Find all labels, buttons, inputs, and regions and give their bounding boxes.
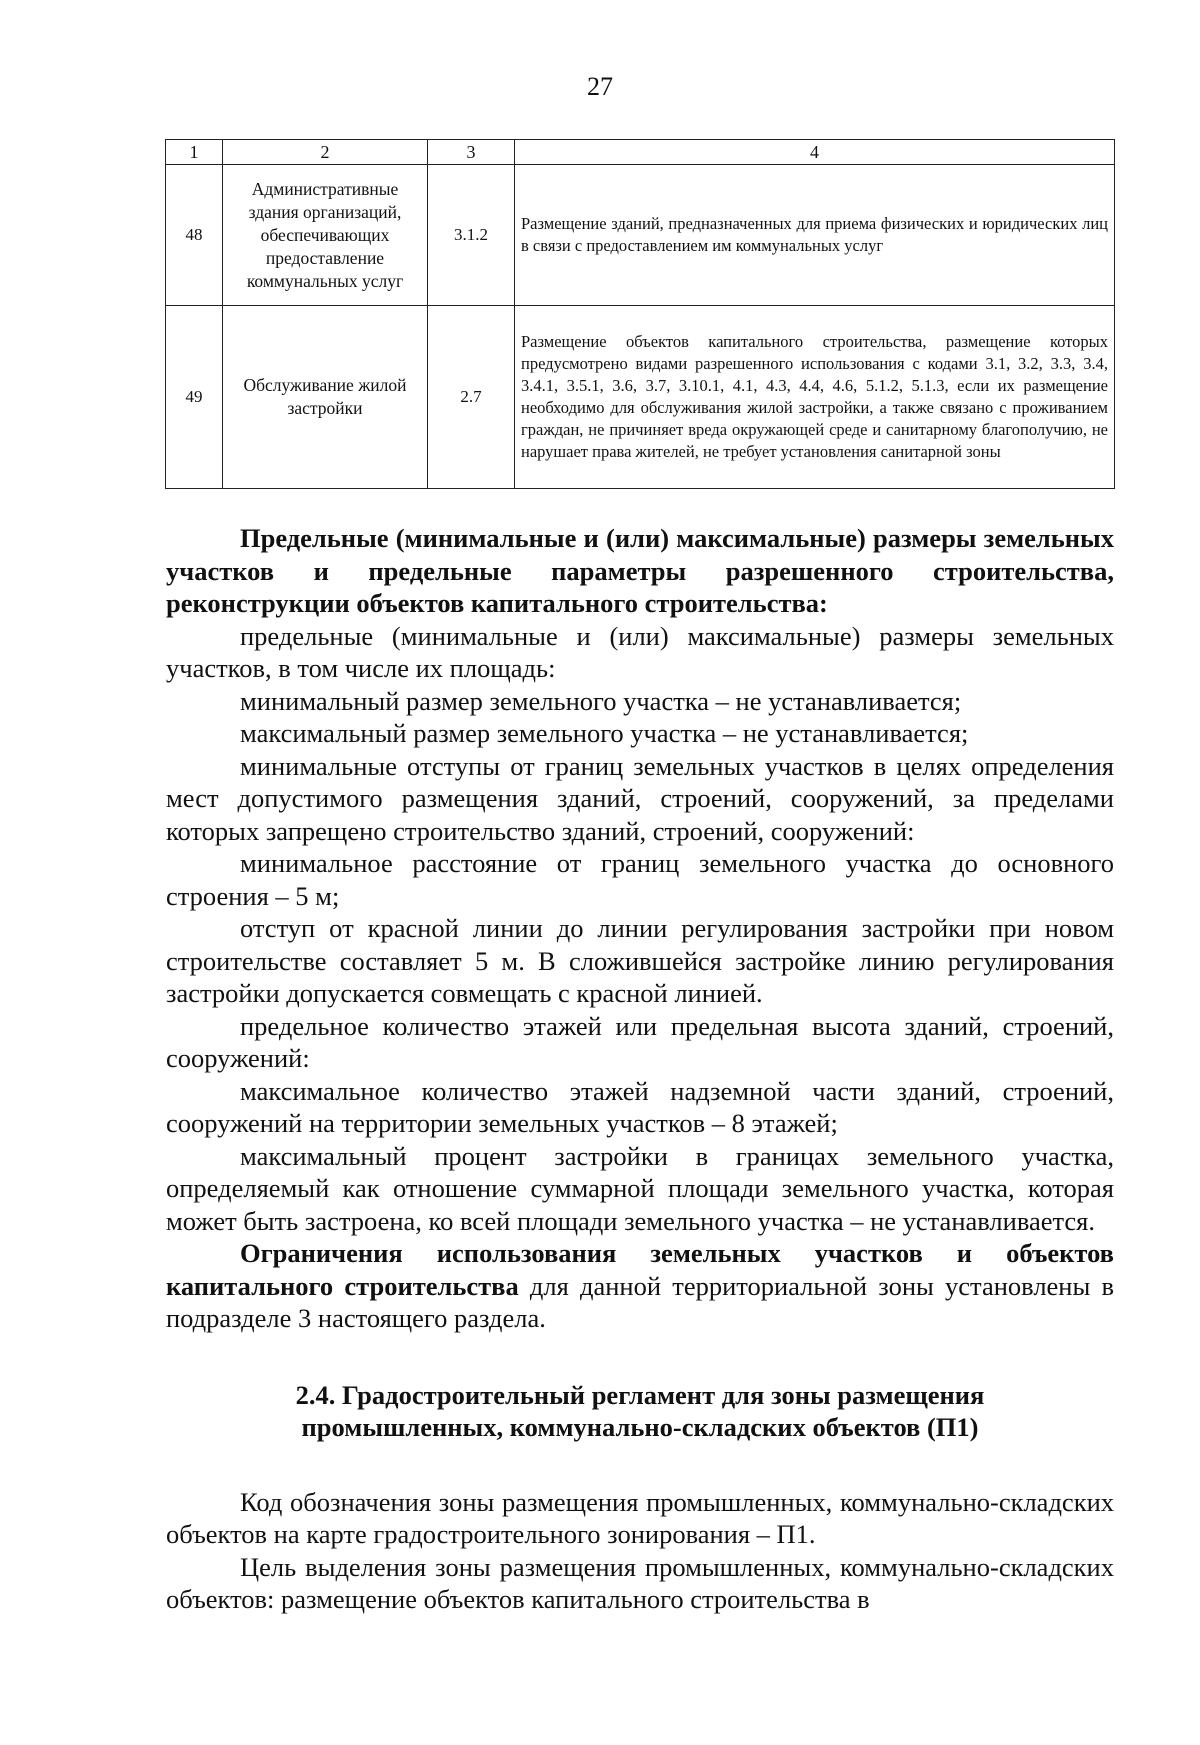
paragraph: отступ от красной линии до линии регулирования застройки при новом строительстве составляет 5 м. В сложившейся застройке линию регулирования застройки допускается совмещать с красной линией.: [166, 913, 1114, 1008]
header-col-2: 2: [223, 140, 428, 165]
section-title-line-1: 2.4. Градостроительный регламент для зоны размещения: [295, 1379, 985, 1410]
use-type-code: 3.1.2: [428, 165, 515, 306]
paragraph: предельные (минимальные и (или) максимальные) размеры земельных участков, в том числе их площадь:: [166, 620, 1114, 683]
use-type-description: Размещение объектов капитального строительства, размещение которых предусмотрено видами разрешенного использования с кодами 3.1, 3.2, 3.3, 3.4, 3.4.1, 3.5.1, 3.6, 3.7, 3.10.1, 4.1, 4.3, 4.4, 4.6, 5.1.2, 5.1.3, если их размещение необходимо для обслуживания жилой застройки, а также связано с проживанием граждан, не причиняет вреда окружающей среде и санитарному благополучию, не нарушает права жителей, не требует установления санитарной зоны: [515, 306, 1115, 489]
use-type-name: Административные здания организаций, обеспечивающих предоставление коммунальных услуг: [223, 165, 428, 306]
paragraph: Код обозначения зоны размещения промышленных, коммунально-складских объектов на карте градостроительного зонирования – П1.: [166, 1486, 1114, 1549]
restrictions-paragraph: [166, 1237, 1114, 1335]
paragraph: максимальный размер земельного участка – не устанавливается;: [240, 718, 969, 748]
header-col-4: 4: [515, 140, 1115, 165]
table-header-row: [166, 140, 1115, 165]
table-row: [166, 306, 1115, 489]
limits-heading: Предельные (минимальные и (или) максимальные) размеры земельных участков и предельные параметры разрешенного строительства, реконструкции объектов капитального строительства:: [166, 523, 1114, 618]
header-col-1: 1: [166, 140, 223, 165]
page-number: 27: [587, 72, 613, 101]
land-use-table: [165, 139, 1115, 489]
use-type-code: 2.7: [428, 306, 515, 489]
table-row: [166, 165, 1115, 306]
document-body: [166, 522, 1114, 1616]
restrictions-bold-text: Ограничения использования земельных участков и объектов капитального строительства: [166, 1238, 1114, 1301]
paragraph: минимальные отступы от границ земельных участков в целях определения мест допустимого размещения зданий, строений, сооружений, за пределами которых запрещено строительство зданий, строений, сооружений:: [166, 750, 1114, 846]
paragraph: минимальный размер земельного участка – не устанавливается;: [240, 685, 962, 716]
header-col-3: 3: [428, 140, 515, 165]
paragraph: максимальное количество этажей надземной части зданий, строений, сооружений на территории земельных участков – 8 этажей;: [166, 1075, 1114, 1138]
paragraph: максимальный процент застройки в границах земельного участка, определяемый как отношение суммарной площади земельного участка, которая может быть застроена, ко всей площади земельного участка – не устанавливается.: [166, 1140, 1114, 1236]
restrictions-text: для данной территориальной зоны установлены в подразделе 3 настоящего раздела.: [166, 1270, 1114, 1333]
row-number: 48: [166, 165, 223, 306]
section-title: [166, 1379, 1114, 1444]
use-type-description: Размещение зданий, предназначенных для приема физических и юридических лиц в связи с предоставлением им коммунальных услуг: [515, 165, 1115, 306]
paragraph: предельное количество этажей или предельная высота зданий, строений, сооружений:: [166, 1010, 1114, 1073]
paragraph: минимальное расстояние от границ земельного участка до основного строения – 5 м;: [166, 848, 1114, 911]
row-number: 49: [166, 306, 223, 489]
paragraph: Цель выделения зоны размещения промышленных, коммунально-складских объектов: размещение объектов капитального строительства в: [166, 1551, 1114, 1614]
section-title-line-2: промышленных, коммунально-складских объектов (П1): [301, 1412, 979, 1442]
use-type-name: Обслуживание жилой застройки: [223, 306, 428, 489]
